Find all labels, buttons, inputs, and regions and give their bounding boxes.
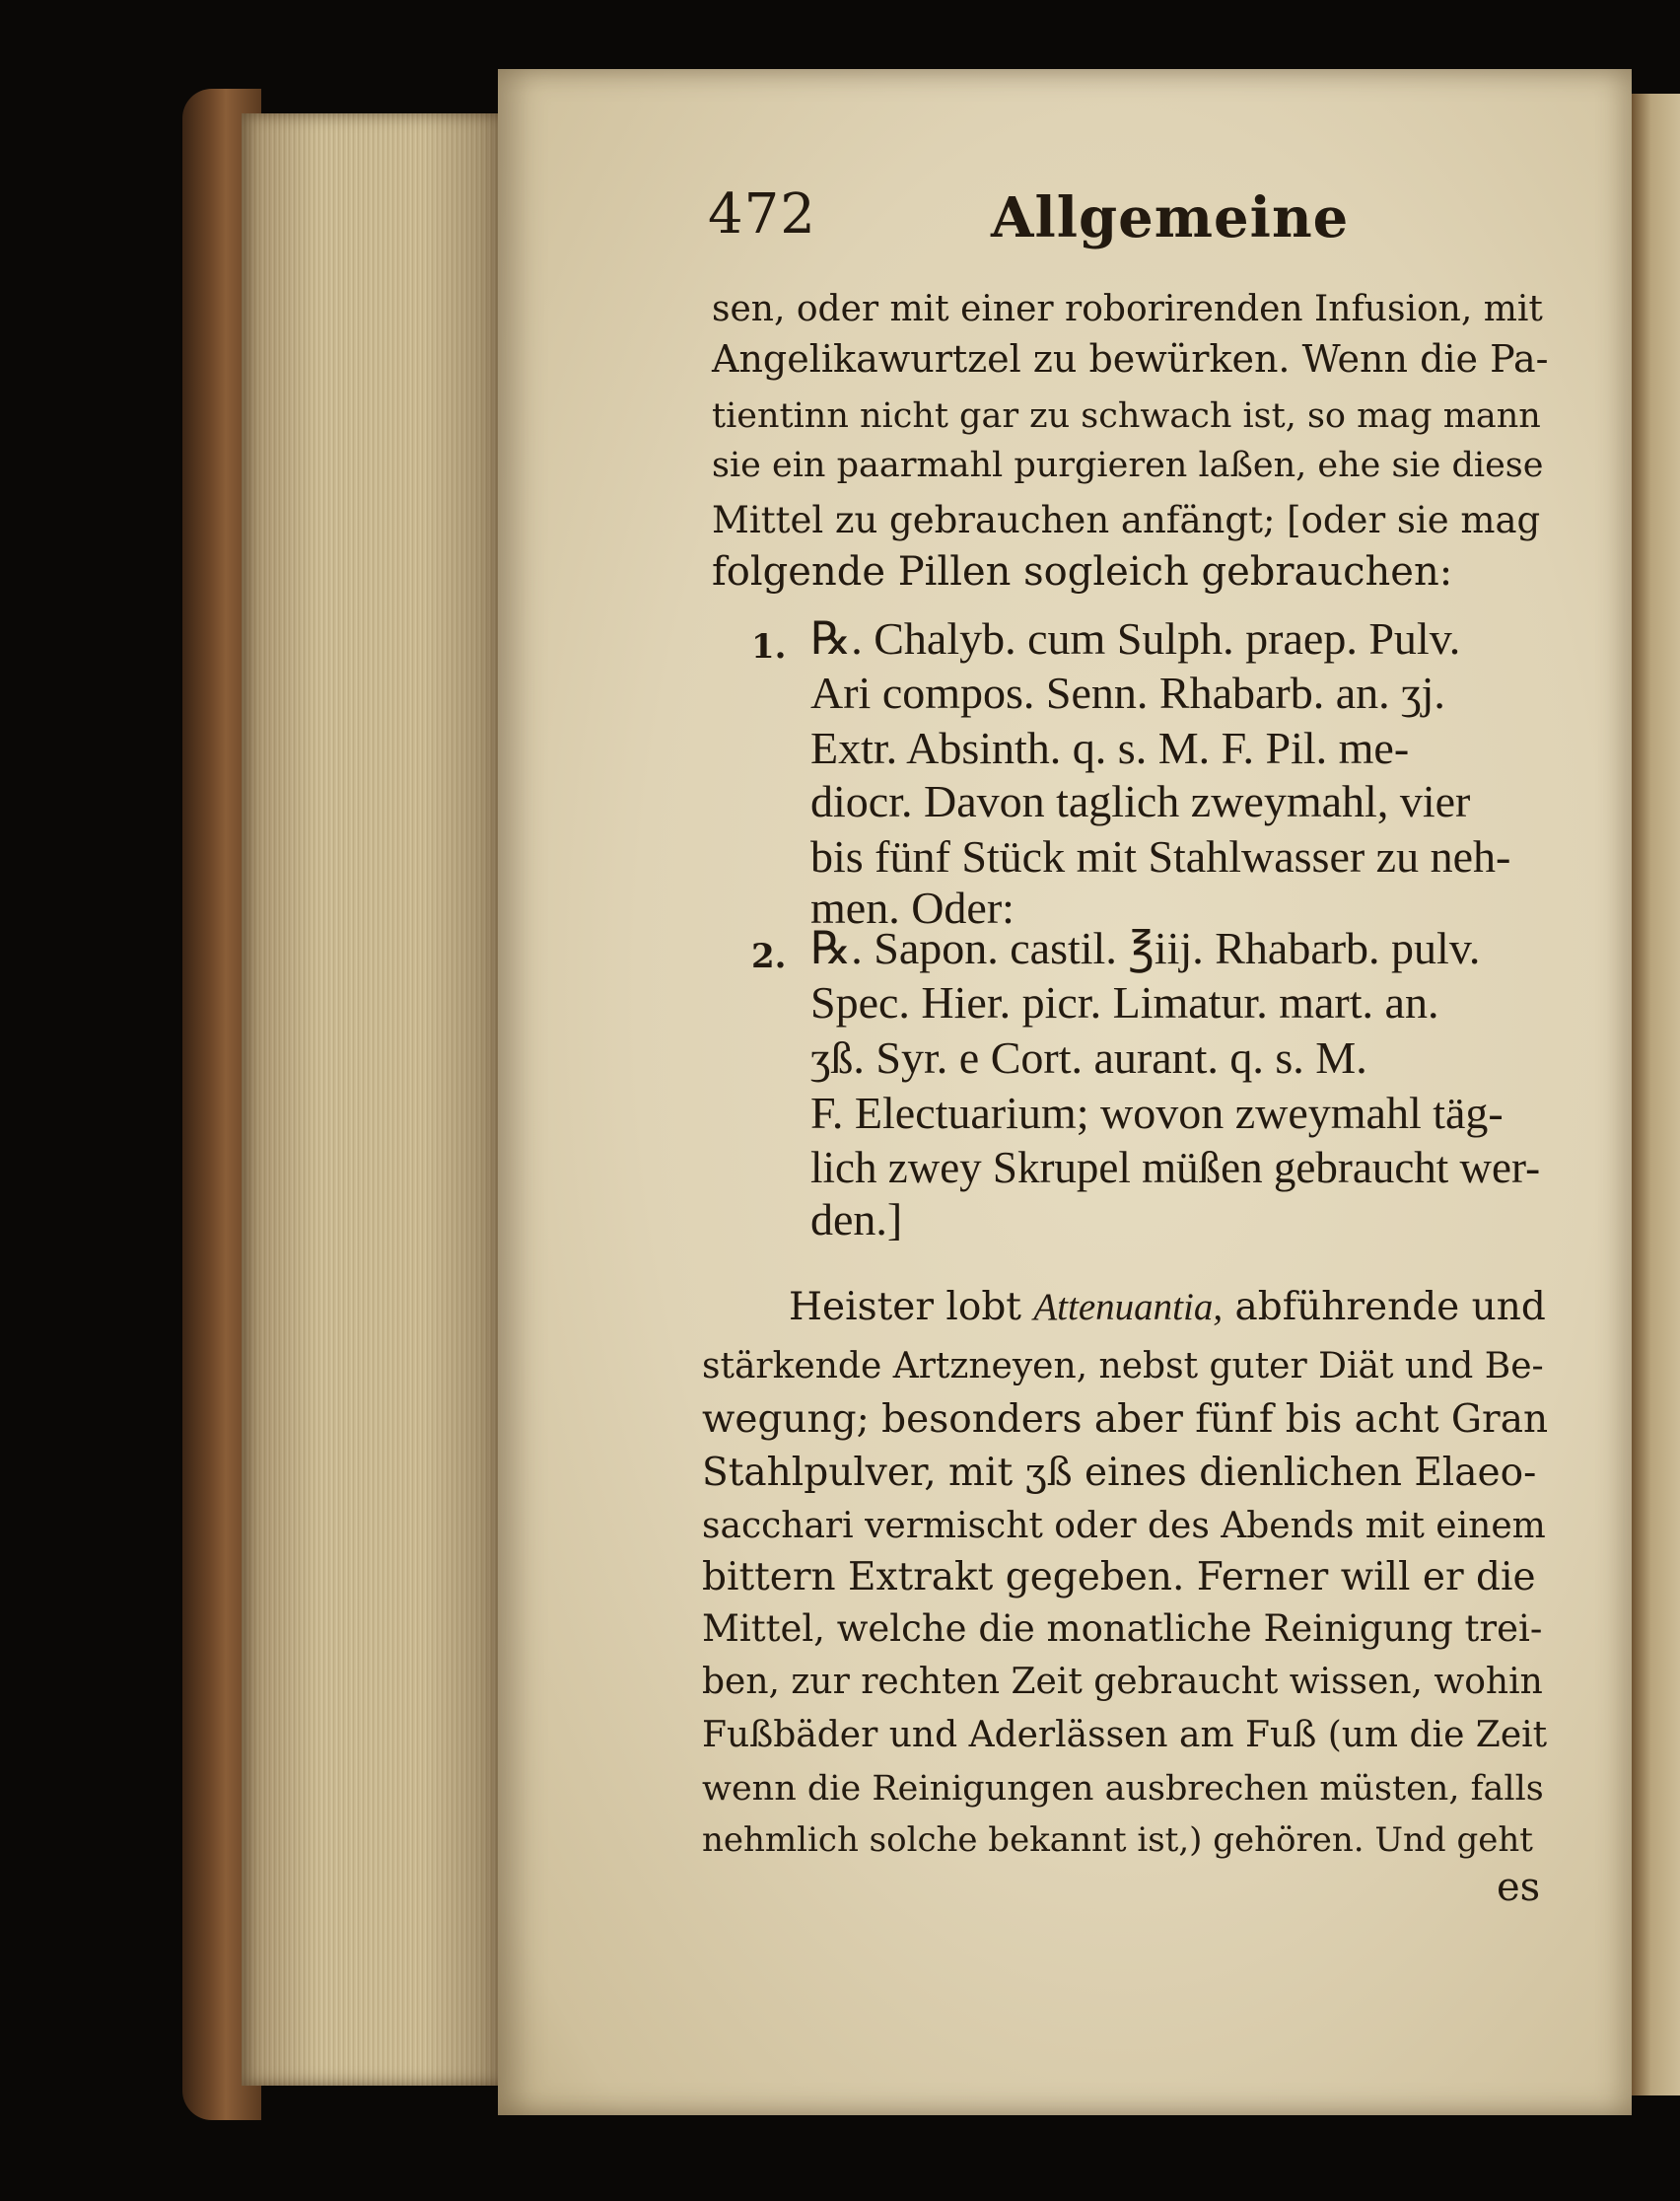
text-line: Stahlpulver, mit ʒß eines dienlichen Elaeo- — [702, 1451, 1537, 1495]
text-span: abführende und — [1223, 1285, 1546, 1329]
recipe-line: Ari compos. Senn. Rhabarb. an. ʒj. — [810, 668, 1445, 718]
text-line: nehmlich solche bekannt ist,) gehören. Und geht — [702, 1820, 1533, 1860]
text-line: wegung; besonders aber fünf bis acht Gran — [702, 1397, 1549, 1442]
text-line: Mittel, welche die monatliche Reinigung trei- — [702, 1607, 1543, 1650]
recipe-line: ℞. Sapon. castil. ℥iij. Rhabarb. pulv. — [810, 923, 1481, 973]
catchword: es — [1497, 1865, 1541, 1910]
text-line: sen, oder mit einer roborirenden Infusion, mit — [712, 289, 1543, 329]
text-line: Fußbäder und Aderlässen am Fuß (um die Zeit — [702, 1715, 1548, 1755]
recipe-line: Extr. Absinth. q. s. M. F. Pil. me- — [810, 723, 1410, 773]
recipe-line: diocr. Davon taglich zweymahl, vier — [810, 776, 1471, 826]
recipe-line: lich zwey Skrupel müßen gebraucht wer- — [810, 1143, 1541, 1192]
page-number: 472 — [708, 182, 816, 247]
author-name: Heister lobt — [789, 1285, 1034, 1329]
recipe-line: F. Electuarium; wovon zweymahl täg- — [810, 1088, 1504, 1138]
text-line — [789, 1284, 1546, 1331]
recipe-line: ʒß. Syr. e Cort. aurant. q. s. M. — [810, 1032, 1367, 1083]
text-line: Mittel zu gebrauchen anfängt; [oder sie mag — [712, 499, 1541, 541]
text-line: Angelikawurtzel zu bewürken. Wenn die Pa- — [712, 337, 1549, 381]
running-title: Allgemeine — [991, 185, 1350, 250]
text-line: tientinn nicht gar zu schwach ist, so mag mann — [712, 396, 1541, 436]
text-line: wenn die Reinigungen ausbrechen müsten, falls — [702, 1769, 1544, 1809]
text-line: bittern Extrakt gegeben. Ferner will er die — [702, 1555, 1536, 1599]
text-line: stärkende Artzneyen, nebst guter Diät und Be- — [702, 1346, 1544, 1386]
text-line: sacchari vermischt oder des Abends mit einem — [702, 1506, 1546, 1546]
italic-term: Attenuantia, — [1033, 1286, 1224, 1328]
recipe-line: men. Oder: — [810, 883, 1015, 933]
text-line: folgende Pillen sogleich gebrauchen: — [712, 549, 1453, 595]
recipe-number: 1. — [751, 627, 787, 667]
recipe-number: 2. — [751, 937, 787, 976]
facing-page-edge — [1632, 94, 1680, 2095]
recipe-line: Spec. Hier. picr. Limatur. mart. an. — [810, 977, 1439, 1028]
recipe-line: bis fünf Stück mit Stahlwasser zu neh- — [810, 831, 1511, 882]
recipe-line: den.] — [810, 1194, 903, 1244]
page-edge-shading — [242, 113, 503, 2086]
text-line: sie ein paarmahl purgieren laßen, ehe sie diese — [712, 446, 1544, 485]
recipe-line: ℞. Chalyb. cum Sulph. praep. Pulv. — [810, 613, 1461, 664]
text-line: ben, zur rechten Zeit gebraucht wissen, wohin — [702, 1662, 1543, 1702]
